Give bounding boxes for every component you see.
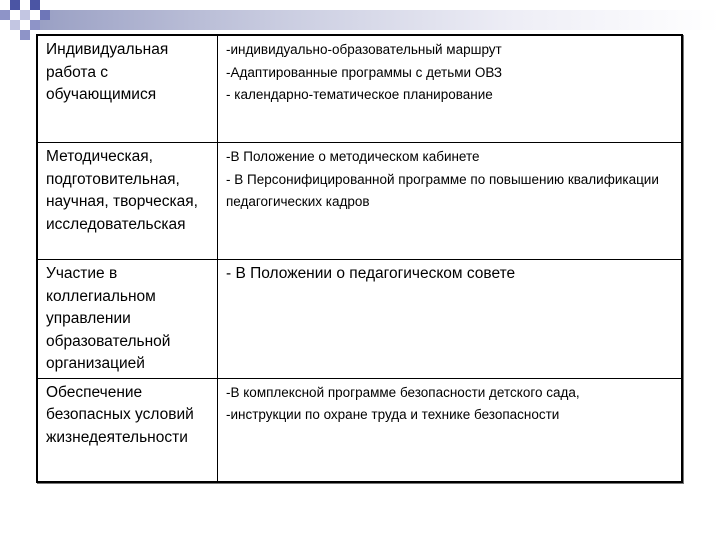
activity-cell xyxy=(37,260,218,379)
decorative-square xyxy=(10,0,20,10)
document-line: -индивидуально-образовательный маршрут xyxy=(226,42,502,57)
decorative-square xyxy=(10,20,20,30)
responsibilities-table xyxy=(36,34,683,483)
activity-label: Обеспечение безопасных условий жизнедеятельности xyxy=(46,383,194,446)
decorative-square xyxy=(0,10,10,20)
decorative-square xyxy=(20,10,30,20)
table-row xyxy=(37,35,682,143)
decorative-square xyxy=(30,0,40,10)
document-line: - календарно-тематическое планирование xyxy=(226,87,493,102)
documents-cell xyxy=(218,35,683,143)
documents-cell xyxy=(218,143,683,260)
table-row xyxy=(37,143,682,260)
activity-label: Индивидуальная работа с обучающимися xyxy=(46,41,169,103)
document-line: - В Персонифицированной программе по повышению квалификации педагогических кадров xyxy=(226,171,663,209)
decorative-square xyxy=(40,10,50,20)
decorative-square xyxy=(30,20,40,30)
activity-label: Методическая, подготовительная, научная, творческая, исследовательская xyxy=(46,148,198,233)
activity-label: Участие в коллегиальном управлении образовательной организацией xyxy=(46,265,171,372)
document-line: - В Положении о педагогическом совете xyxy=(226,265,516,282)
activity-cell xyxy=(37,143,218,260)
document-line: -инструкции по охране труда и технике безопасности xyxy=(226,407,560,422)
table-row xyxy=(37,260,682,379)
decorative-square xyxy=(20,30,30,40)
document-line: -В комплексной программе безопасности детского сада, xyxy=(226,384,580,400)
documents-cell xyxy=(218,260,683,379)
document-line: -В Положение о методическом кабинете xyxy=(226,149,480,164)
decorative-gradient-band xyxy=(40,10,720,30)
table-row xyxy=(37,378,682,482)
document-line: -Адаптированные программы с детьми ОВЗ xyxy=(226,64,503,80)
activity-cell xyxy=(37,378,218,482)
documents-cell xyxy=(218,378,683,482)
activity-cell xyxy=(37,35,218,143)
